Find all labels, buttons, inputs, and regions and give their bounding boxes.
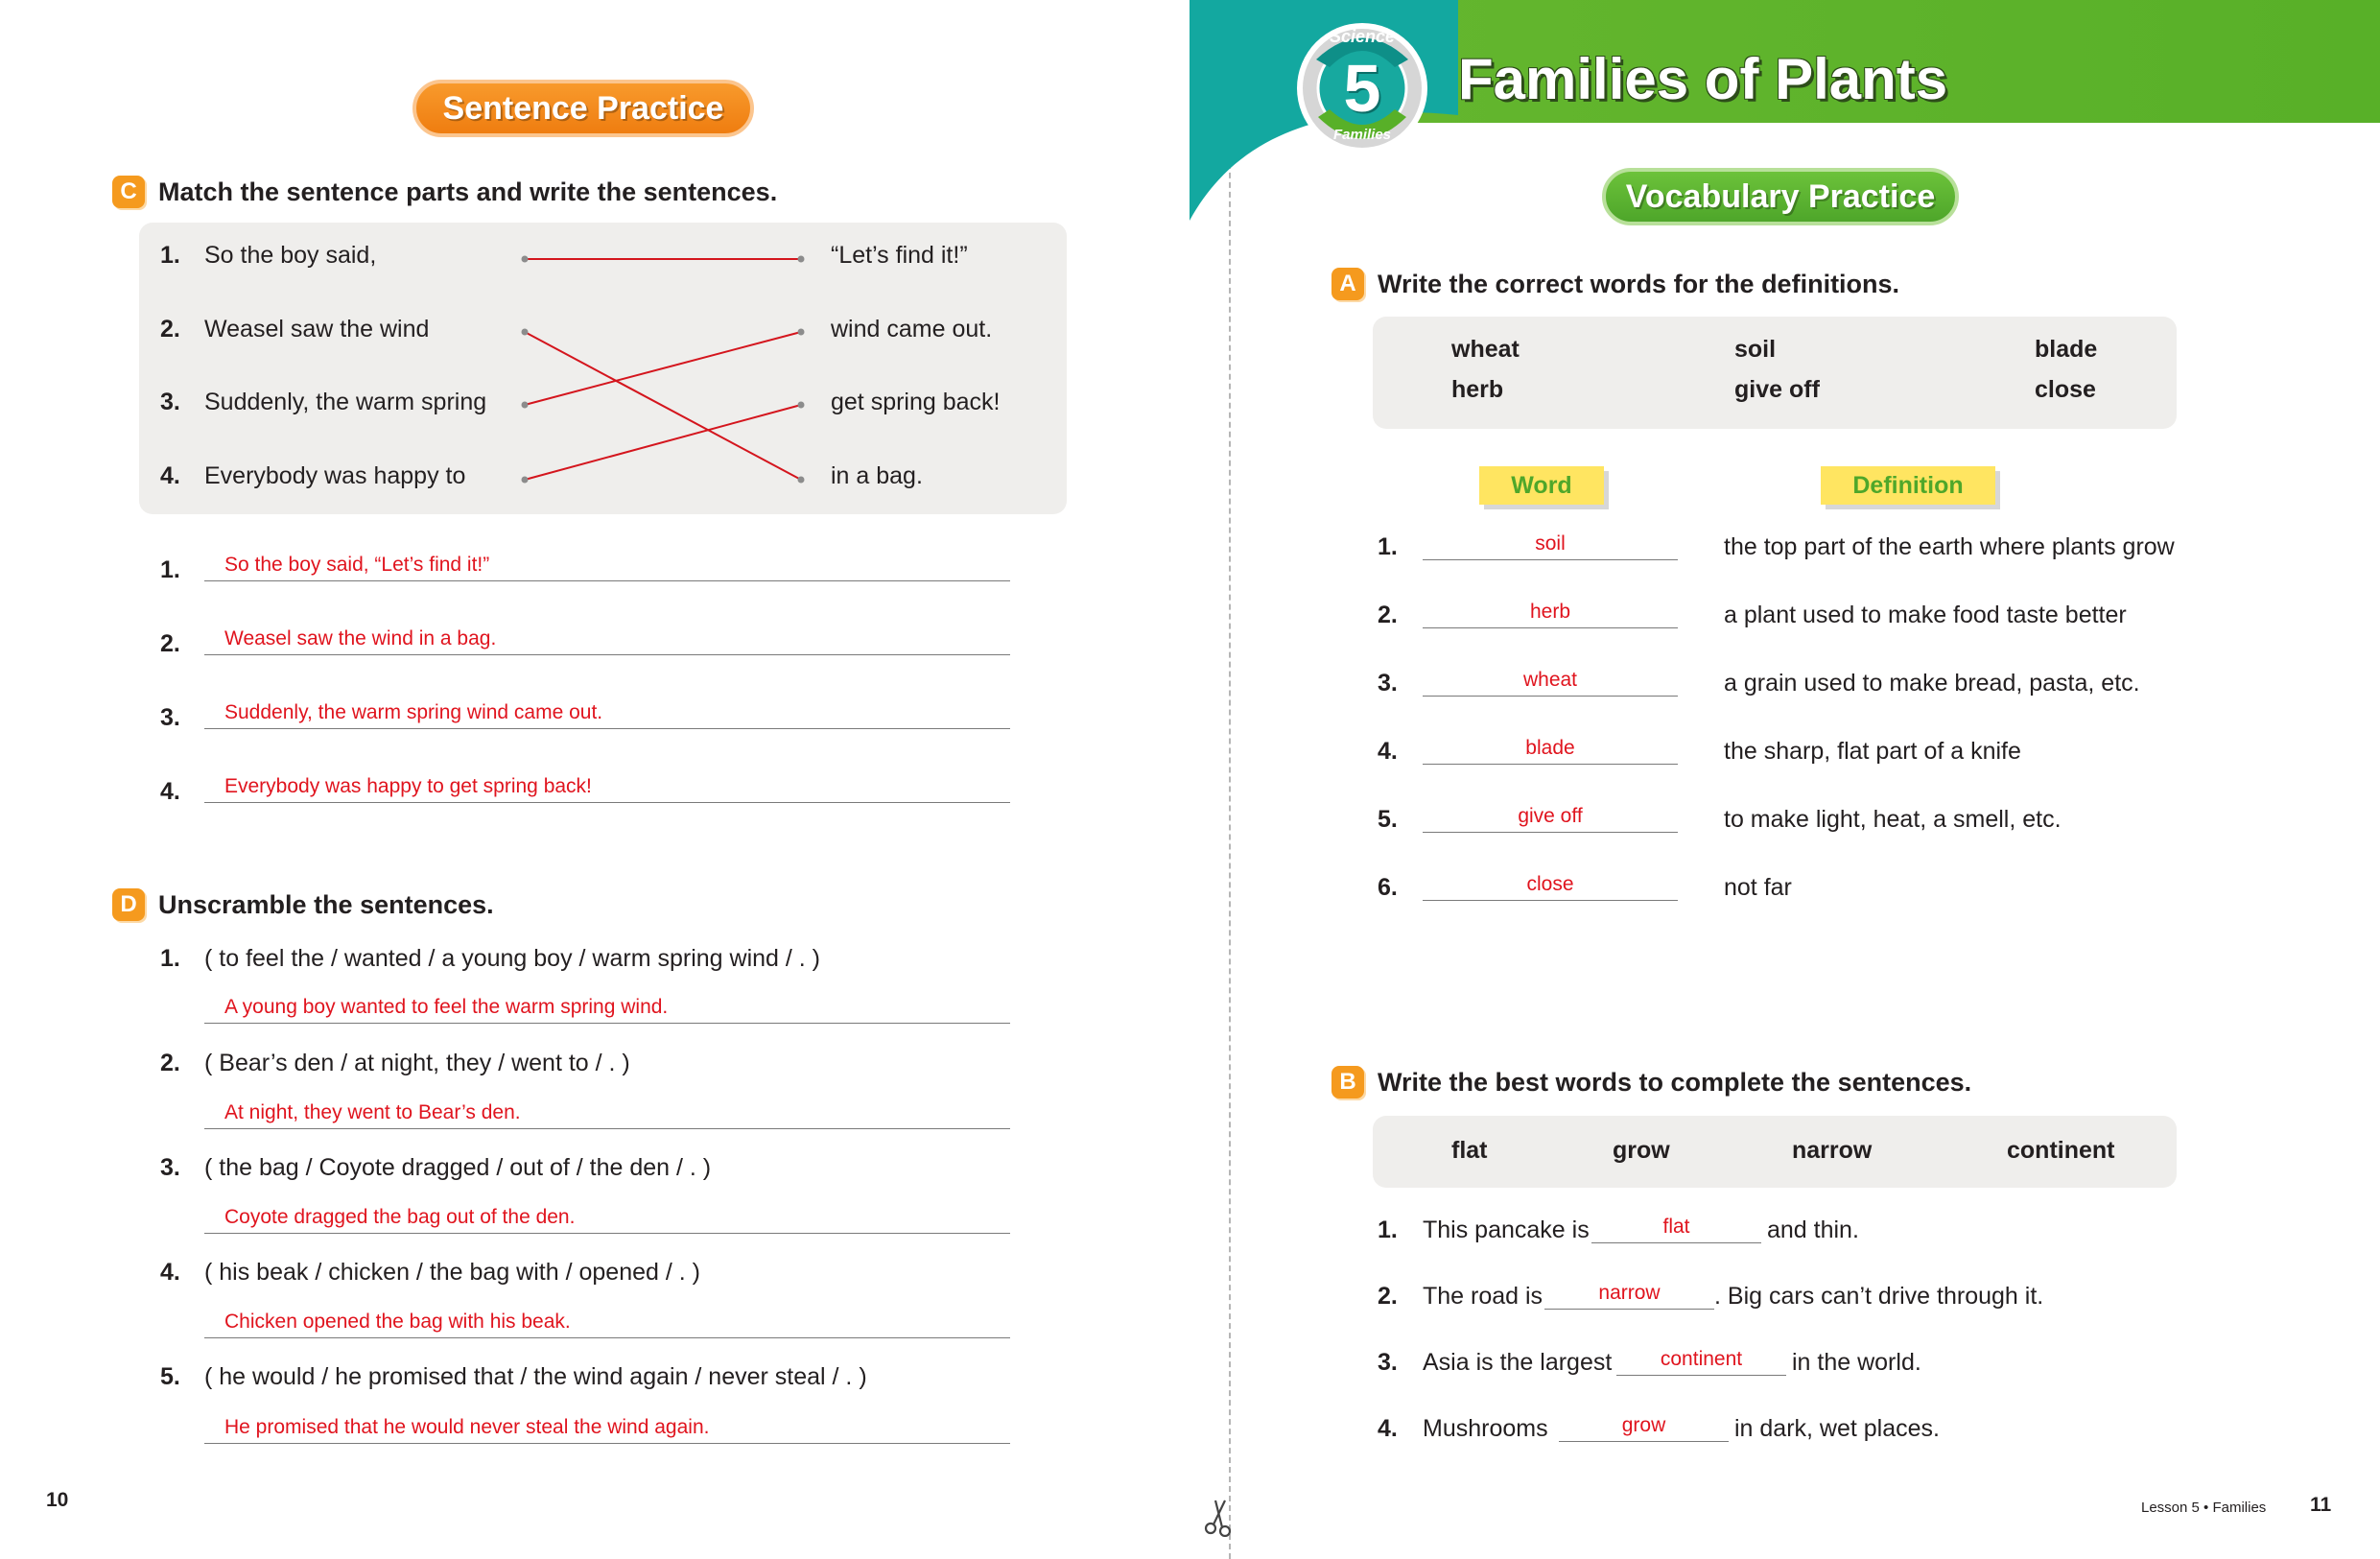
match-dot: [798, 477, 805, 484]
badge-number: 5: [1343, 51, 1381, 126]
answer-line: [204, 802, 1010, 803]
answer-num: 3.: [160, 704, 180, 731]
answer-line: [1591, 1242, 1761, 1243]
vocabulary-practice-banner: Vocabulary Practice: [1602, 168, 1959, 225]
page-number: 10: [46, 1489, 69, 1511]
word-bank-item: grow: [1613, 1137, 1670, 1164]
vocab-answer[interactable]: close: [1526, 873, 1574, 895]
answer-line: [204, 728, 1010, 729]
answer-line: [1423, 559, 1678, 560]
footer-lesson: Lesson 5 • Families: [2141, 1500, 2267, 1516]
section-a-instruction: Write the correct words for the definitions.: [1378, 269, 1900, 298]
sentence-answer[interactable]: grow: [1621, 1414, 1666, 1436]
match-dot: [798, 256, 805, 263]
sentence-answer[interactable]: narrow: [1598, 1282, 1661, 1304]
match-dot: [522, 256, 529, 263]
answer-line: [204, 654, 1010, 655]
answer-line: [204, 1443, 1010, 1444]
vocab-num: 2.: [1378, 602, 1398, 628]
answer-text[interactable]: Everybody was happy to get spring back!: [224, 775, 592, 797]
word-bank-item: herb: [1451, 376, 1504, 403]
word-column-header: Word: [1479, 466, 1604, 505]
sentence-before: Asia is the largest: [1423, 1349, 1613, 1376]
match-right-text: in a bag.: [831, 462, 923, 489]
match-left-num: 4.: [160, 462, 180, 489]
answer-line: [1423, 764, 1678, 765]
word-bank-item: continent: [2007, 1137, 2115, 1164]
word-bank-item: close: [2035, 376, 2096, 403]
match-left-text: Everybody was happy to: [204, 462, 466, 489]
vocab-definition: the top part of the earth where plants grow: [1724, 533, 2175, 560]
word-bank-item: blade: [2035, 336, 2098, 363]
section-d-heading: [112, 888, 494, 921]
science-badge-icon: [1295, 21, 1429, 155]
sentence-before: This pancake is: [1423, 1216, 1590, 1243]
section-b-heading: [1331, 1066, 1971, 1098]
match-line: [525, 332, 801, 480]
match-line: [525, 405, 801, 480]
section-d-instruction: Unscramble the sentences.: [158, 889, 494, 919]
answer-num: 4.: [160, 778, 180, 805]
vocab-num: 5.: [1378, 806, 1398, 833]
word-bank-item: flat: [1451, 1137, 1488, 1164]
answer-line: [1423, 627, 1678, 628]
unscramble-num: 2.: [160, 1050, 180, 1076]
sentence-num: 2.: [1378, 1283, 1398, 1310]
match-left-num: 1.: [160, 242, 180, 269]
answer-num: 1.: [160, 556, 180, 583]
answer-line: [204, 1023, 1010, 1024]
unscramble-prompt: ( he would / he promised that / the wind again / never steal / . ): [204, 1363, 867, 1390]
match-right-text: wind came out.: [831, 316, 993, 343]
section-a-letter: A: [1331, 268, 1364, 300]
sentence-before: The road is: [1423, 1283, 1543, 1310]
answer-text[interactable]: A young boy wanted to feel the warm spring wind.: [224, 996, 669, 1018]
section-c-heading: [112, 176, 777, 208]
sentence-after: in dark, wet places.: [1734, 1415, 1940, 1442]
vocab-definition: the sharp, flat part of a knife: [1724, 738, 2021, 765]
sentence-after: and thin.: [1767, 1216, 1859, 1243]
word-bank-b: [1373, 1116, 2177, 1188]
vocab-definition: not far: [1724, 874, 1792, 901]
word-bank-item: soil: [1734, 336, 1777, 363]
unscramble-prompt: ( to feel the / wanted / a young boy / warm spring wind / . ): [204, 945, 820, 972]
section-b-instruction: Write the best words to complete the sentences.: [1378, 1067, 1972, 1097]
definition-column-header: Definition: [1821, 466, 1995, 505]
vocab-num: 3.: [1378, 670, 1398, 697]
match-dot: [522, 402, 529, 409]
vocab-definition: to make light, heat, a smell, etc.: [1724, 806, 2062, 833]
page-number: 11: [2310, 1494, 2332, 1516]
section-c-letter: C: [112, 176, 145, 208]
match-dot: [798, 329, 805, 336]
matching-box: [139, 223, 1067, 514]
vocab-answer[interactable]: wheat: [1522, 669, 1578, 691]
right-page: [1190, 0, 2380, 1559]
sentence-num: 3.: [1378, 1349, 1398, 1376]
unscramble-prompt: ( the bag / Coyote dragged / out of / the den / . ): [204, 1154, 712, 1181]
word-bank-item: narrow: [1792, 1137, 1873, 1164]
answer-text[interactable]: Coyote dragged the bag out of the den.: [224, 1206, 576, 1228]
word-bank-item: wheat: [1451, 336, 1520, 363]
match-right-text: get spring back!: [831, 389, 1001, 415]
answer-text[interactable]: So the boy said, “Let’s find it!”: [224, 554, 490, 576]
answer-line: [1423, 900, 1678, 901]
unscramble-num: 5.: [160, 1363, 180, 1390]
sentence-practice-banner: Sentence Practice: [412, 80, 754, 137]
answer-text[interactable]: Chicken opened the bag with his beak.: [224, 1311, 571, 1333]
match-dot: [522, 329, 529, 336]
vocab-num: 6.: [1378, 874, 1398, 901]
answer-line: [204, 1337, 1010, 1338]
answer-text[interactable]: At night, they went to Bear’s den.: [224, 1101, 521, 1123]
vocab-answer[interactable]: herb: [1529, 601, 1571, 623]
match-line: [525, 332, 801, 405]
sentence-num: 4.: [1378, 1415, 1398, 1442]
answer-line: [204, 1128, 1010, 1129]
section-a-heading: [1331, 268, 1899, 300]
vocab-answer[interactable]: blade: [1525, 737, 1575, 759]
word-bank-a: [1373, 317, 2177, 429]
match-left-text: Weasel saw the wind: [204, 316, 430, 343]
match-dot: [798, 402, 805, 409]
word-bank-item: give off: [1734, 376, 1820, 403]
answer-line: [1616, 1375, 1786, 1376]
match-left-text: Suddenly, the warm spring: [204, 389, 487, 415]
section-c-instruction: Match the sentence parts and write the sentences.: [158, 177, 778, 206]
sentence-before: Mushrooms: [1423, 1415, 1548, 1442]
vocab-definition: a plant used to make food taste better: [1724, 602, 2127, 628]
answer-line: [1423, 696, 1678, 697]
match-left-num: 3.: [160, 389, 180, 415]
unscramble-num: 4.: [160, 1259, 180, 1286]
unscramble-num: 1.: [160, 945, 180, 972]
answer-text[interactable]: Suddenly, the warm spring wind came out.: [224, 701, 603, 723]
answer-line: [204, 1233, 1010, 1234]
unscramble-num: 3.: [160, 1154, 180, 1181]
page-title: Families of Plants: [1458, 47, 1948, 111]
section-b-letter: B: [1331, 1066, 1364, 1098]
answer-text[interactable]: Weasel saw the wind in a bag.: [224, 627, 497, 650]
matching-lines: [139, 223, 1067, 514]
vocab-answer[interactable]: give off: [1518, 805, 1583, 827]
answer-text[interactable]: He promised that he would never steal the wind again.: [224, 1416, 710, 1438]
section-d-letter: D: [112, 888, 145, 921]
answer-line: [204, 580, 1010, 581]
vocab-answer[interactable]: soil: [1535, 532, 1566, 555]
badge-bottom-label: Families: [1332, 127, 1392, 143]
sentence-num: 1.: [1378, 1216, 1398, 1243]
vocab-num: 4.: [1378, 738, 1398, 765]
match-left-num: 2.: [160, 316, 180, 343]
match-right-text: “Let’s find it!”: [831, 242, 968, 269]
answer-line: [1423, 832, 1678, 833]
sentence-answer[interactable]: continent: [1660, 1348, 1743, 1370]
match-dot: [522, 477, 529, 484]
vocab-definition: a grain used to make bread, pasta, etc.: [1724, 670, 2140, 697]
vocab-num: 1.: [1378, 533, 1398, 560]
unscramble-prompt: ( his beak / chicken / the bag with / opened / . ): [204, 1259, 700, 1286]
answer-line: [1559, 1441, 1729, 1442]
sentence-after: . Big cars can’t drive through it.: [1714, 1283, 2044, 1310]
unscramble-prompt: ( Bear’s den / at night, they / went to / . ): [204, 1050, 630, 1076]
match-left-text: So the boy said,: [204, 242, 377, 269]
answer-num: 2.: [160, 630, 180, 657]
sentence-answer[interactable]: flat: [1662, 1216, 1690, 1238]
answer-line: [1544, 1309, 1714, 1310]
badge-top-label: Science: [1329, 27, 1396, 46]
sentence-after: in the world.: [1792, 1349, 1921, 1376]
